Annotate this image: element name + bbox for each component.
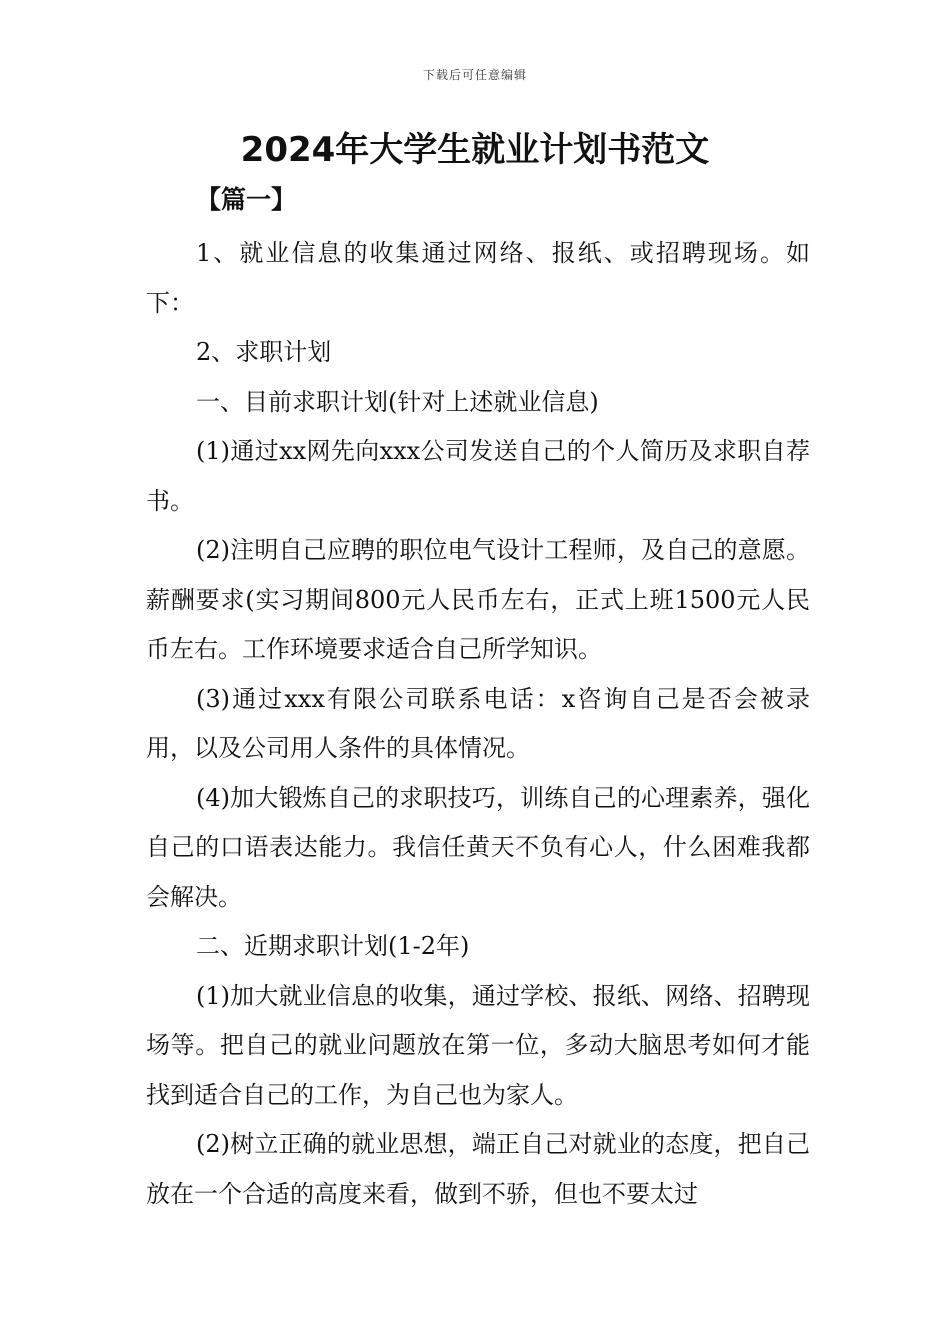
paragraph-3: 一、目前求职计划(针对上述就业信息) — [196, 387, 599, 416]
paragraph-10: (2)树立正确的就业思想，端正自己对就业的态度，把自己放在一个合适的高度来看，做到不骄，但也不要太过 — [146, 1130, 810, 1208]
paragraph-9: (1)加大就业信息的收集，通过学校、报纸、网络、招聘现场等。把自己的就业问题放在第一位，多动大脑思考如何才能找到适合自己的工作，为自己也为家人。 — [146, 981, 810, 1109]
paragraph-4: (1)通过xx网先向xxx公司发送自己的个人简历及求职自荐书。 — [146, 437, 810, 515]
document-body — [146, 229, 810, 1219]
paragraph-5: (2)注明自己应聘的职位电气设计工程师，及自己的意愿。薪酬要求(实习期间800元人民币左右，正式上班1500元人民币左右。工作环境要求适合自己所学知识。 — [146, 536, 810, 663]
paragraph-6: (3)通过xxx有限公司联系电话：x咨询自己是否会被录用，以及公司用人条件的具体情况。 — [146, 684, 810, 762]
header-note: 下载后可任意编辑 — [422, 68, 527, 82]
paragraph-1: 1、就业信息的收集通过网络、报纸、或招聘现场。如下： — [146, 239, 810, 317]
paragraph-7: (4)加大锻炼自己的求职技巧，训练自己的心理素养，强化自己的口语表达能力。我信任黄天不负有心人，什么困难我都会解决。 — [146, 783, 810, 911]
document-title: 2024年大学生就业计划书范文 — [240, 130, 710, 170]
section-label: 【篇一】 — [196, 185, 297, 214]
paragraph-2: 2、求职计划 — [196, 338, 332, 366]
paragraph-8: 二、近期求职计划(1-2年) — [196, 932, 470, 960]
